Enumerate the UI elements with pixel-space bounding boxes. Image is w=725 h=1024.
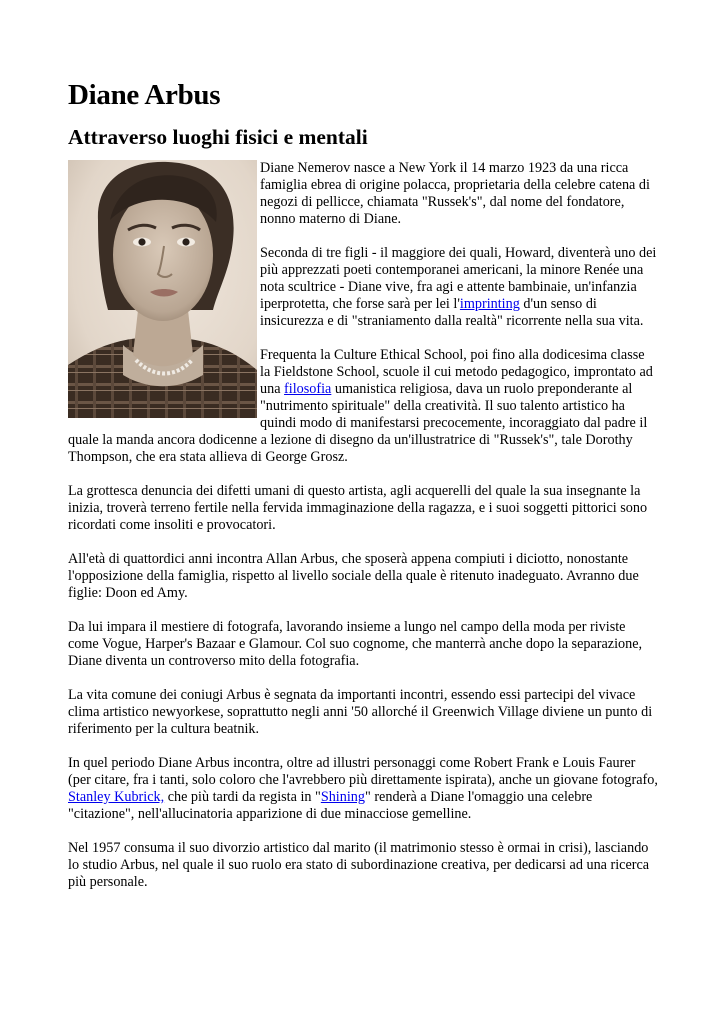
document-page [68,78,658,908]
paragraph-1: Diane Nemerov nasce a New York il 14 marzo 1923 da una ricca famiglia ebrea di origine polacca, proprietaria della celebre catena di negozi di pellicce, chiamata "Russek's", dal nome del fondatore, nonno materno di Diane. [260,160,650,227]
page-title: Diane Arbus [68,79,221,111]
paragraph-3-text-a: Frequenta la Culture Ethical School, poi fino alla dodicesima classe la Fieldstone School, scuole il cui metodo pedagogico, improntato ad una [260,347,653,397]
paragraph-8-text-c: " renderà a Diane l'omaggio una celebre "citazione", nell'allucinatoria apparizione di due minacciose gemelline. [68,789,593,822]
filosofia-link[interactable]: filosofia [284,381,332,397]
paragraph-2-text-b: d'un senso di insicurezza e di "straniamento dalla realtà" ricorrente nella sua vita. [260,296,644,329]
stanley-kubrick-link[interactable]: Stanley Kubrick, [68,789,165,805]
paragraph-3-text-b: umanistica religiosa, dava un ruolo preponderante al "nutrimento spirituale" della creatività. Il suo talento artistico ha quindi modo di manifestarsi precocemente, incoraggiato dal padre il quale la manda ancora dodicenne a lezione di disegno da un'illustratrice di "Russek's", tale Dorothy Thompson, che era stata allieva di George Grosz. [68,381,648,465]
paragraph-4: La grottesca denuncia dei difetti umani di questo artista, agli acquerelli del quale la sua insegnante la inizia, troverà terreno fertile nella fervida immaginazione della ragazza, e i suoi soggetti pittorici sono ricordati come insoliti e provocatori. [68,483,648,533]
portrait-photo [68,160,257,418]
paragraph-8-text-a: In quel periodo Diane Arbus incontra, oltre ad illustri personaggi come Robert Frank e Louis Faurer (per citare, fra i tanti, solo coloro che l'avrebbero più direttamente ispirata), anche un giovane fotografo, [68,755,658,788]
paragraph-7: La vita comune dei coniugi Arbus è segnata da importanti incontri, essendo essi partecipi del vivace clima artistico newyorkese, soprattutto negli anni '50 allorché il Greenwich Village diviene un punto di riferimento per la cultura beatnik. [68,687,653,737]
paragraph-9: Nel 1957 consuma il suo divorzio artistico dal marito (il matrimonio stesso è ormai in crisi), lasciando lo studio Arbus, nel quale il suo ruolo era stato di subordinazione creativa, per dedicarsi ad una ricerca più personale. [68,840,650,890]
paragraph-8-text-b: che più tardi da regista in " [164,789,321,805]
shining-link[interactable]: Shining [320,789,365,805]
paragraph-2-text-a: Seconda di tre figli - il maggiore dei quali, Howard, diventerà uno dei più apprezzati poeti contemporanei americani, la minore Renée una nota scultrice - Diane vive, fra agi e attente bambinaie, un'infanzia iperprotetta, che forse sarà per lei l' [260,245,657,312]
imprinting-link[interactable]: imprinting [459,296,520,312]
page-subtitle: Attraverso luoghi fisici e mentali [68,125,368,149]
paragraph-5: All'età di quattordici anni incontra Allan Arbus, che sposerà appena compiuti i diciotto, nonostante l'opposizione della famiglia, rispetto al livello sociale della quale è ritenuto inadeguato. Avranno due figlie: Doon ed Amy. [68,551,639,601]
paragraph-6: Da lui impara il mestiere di fotografa, lavorando insieme a lungo nel campo della moda per riviste come Vogue, Harper's Bazaar e Glamour. Col suo cognome, che manterrà anche dopo la separazione, Diane diventa un controverso mito della fotografia. [68,619,643,669]
paragraph-8 [68,755,658,823]
